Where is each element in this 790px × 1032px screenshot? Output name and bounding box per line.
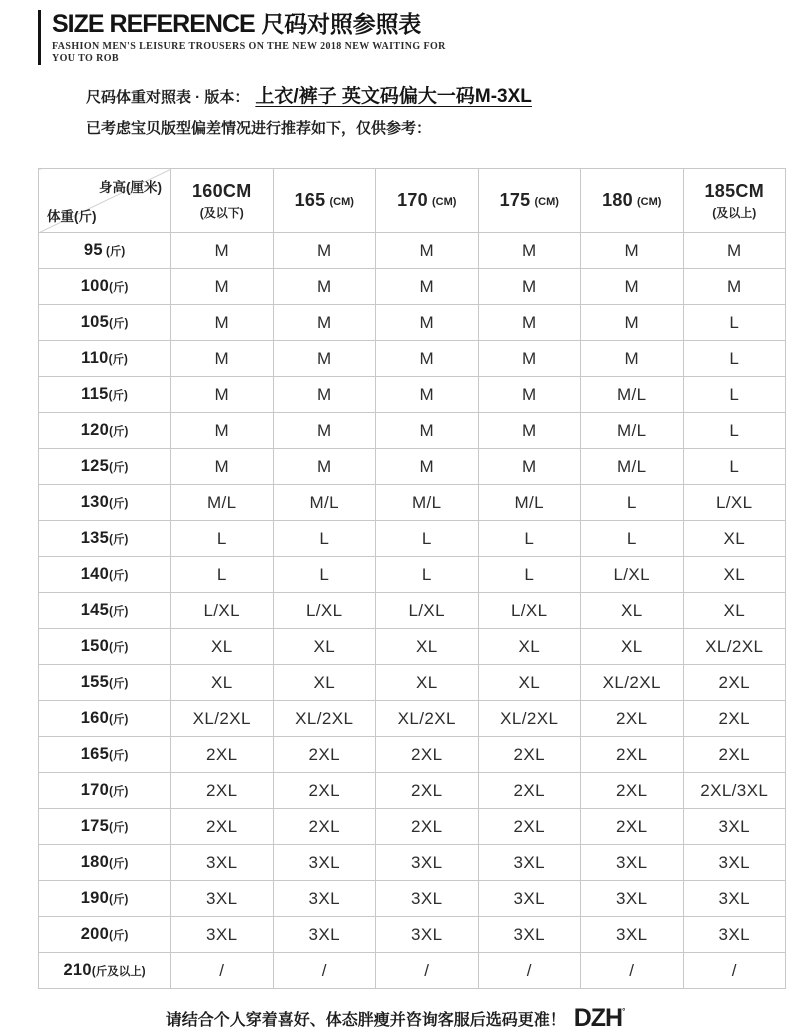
table-row — [39, 593, 786, 629]
size-cell: L — [376, 521, 479, 557]
size-cell: 2XL — [171, 737, 274, 773]
weight-row-header — [39, 845, 171, 881]
size-cell: 3XL — [273, 881, 376, 917]
size-cell: M/L — [581, 449, 684, 485]
size-cell: XL — [683, 557, 786, 593]
size-cell: 2XL — [683, 701, 786, 737]
weight-value: 170 — [80, 781, 110, 799]
weight-unit: (斤) — [109, 858, 129, 870]
weight-row-header — [39, 449, 171, 485]
size-cell: M — [683, 233, 786, 269]
page-header — [0, 0, 790, 138]
size-cell: XL — [376, 665, 479, 701]
version-line — [86, 81, 790, 108]
size-cell: L — [273, 557, 376, 593]
size-cell: / — [171, 953, 274, 989]
height-unit: (CM) — [432, 196, 457, 208]
weight-unit: (斤) — [109, 894, 129, 906]
weight-row-header — [39, 773, 171, 809]
weight-unit: (斤) — [109, 678, 129, 690]
size-cell: / — [683, 953, 786, 989]
table-row — [39, 233, 786, 269]
size-cell: M — [376, 377, 479, 413]
size-cell: XL — [273, 665, 376, 701]
size-cell: 2XL — [376, 737, 479, 773]
size-cell: M — [273, 449, 376, 485]
weight-row-header — [39, 305, 171, 341]
weight-unit: (斤) — [108, 354, 128, 366]
size-cell: M — [171, 341, 274, 377]
weight-value: 160 — [80, 709, 110, 727]
table-row — [39, 305, 786, 341]
size-cell: L/XL — [581, 557, 684, 593]
size-cell: M — [478, 341, 581, 377]
size-cell: 3XL — [683, 845, 786, 881]
size-cell: 3XL — [478, 845, 581, 881]
weight-value: 165 — [80, 745, 110, 763]
corner-cell — [39, 169, 171, 233]
height-unit: (CM) — [637, 196, 662, 208]
size-cell: 2XL — [376, 773, 479, 809]
size-cell: M — [478, 233, 581, 269]
size-cell: L — [171, 557, 274, 593]
size-cell: M — [273, 305, 376, 341]
size-cell: L — [683, 413, 786, 449]
corner-label-height: 身高(厘米) — [99, 180, 162, 195]
weight-row-header — [39, 269, 171, 305]
version-label: 尺码体重对照表 · 版本： — [86, 89, 250, 106]
size-cell: 2XL — [581, 701, 684, 737]
weight-unit: (斤) — [109, 282, 129, 294]
recommendation-note: 已考虑宝贝版型偏差情况进行推荐如下，仅供参考： — [86, 120, 432, 137]
size-cell: M — [171, 305, 274, 341]
size-cell: XL — [683, 521, 786, 557]
height-value: 165 — [294, 190, 326, 210]
size-cell: XL/2XL — [581, 665, 684, 701]
weight-value: 155 — [80, 673, 110, 691]
size-cell: L — [478, 521, 581, 557]
page-subtitle-line1: FASHION MEN'S LEISURE TROUSERS ON THE NEW 2018 NEW WAITING FOR — [52, 41, 446, 52]
weight-unit: (斤) — [109, 750, 129, 762]
table-row — [39, 845, 786, 881]
height-value: 175 — [499, 190, 531, 210]
weight-value: 100 — [80, 277, 110, 295]
size-cell: L/XL — [683, 485, 786, 521]
size-cell: 3XL — [376, 845, 479, 881]
weight-unit: (斤) — [109, 534, 129, 546]
table-row — [39, 557, 786, 593]
weight-row-header — [39, 881, 171, 917]
weight-value: 110 — [81, 349, 109, 367]
size-cell: L/XL — [273, 593, 376, 629]
corner-label-weight: 体重(斤) — [47, 209, 97, 224]
footer-note: 请结合个人穿着喜好、体态胖瘦并咨询客服后选码更准！ — [165, 1012, 566, 1029]
weight-row-header — [39, 413, 171, 449]
size-cell: 2XL — [581, 737, 684, 773]
size-cell: M — [376, 233, 479, 269]
height-column-header — [376, 169, 479, 233]
table-row — [39, 485, 786, 521]
table-row — [39, 521, 786, 557]
weight-unit: (斤) — [109, 462, 129, 474]
size-cell: 3XL — [171, 917, 274, 953]
size-cell: L — [171, 521, 274, 557]
weight-value: 125 — [80, 457, 110, 475]
size-cell: M — [273, 233, 376, 269]
size-cell: / — [478, 953, 581, 989]
size-cell: M — [171, 413, 274, 449]
size-cell: 3XL — [581, 845, 684, 881]
size-cell: XL/2XL — [376, 701, 479, 737]
table-row — [39, 809, 786, 845]
size-cell: XL/2XL — [683, 629, 786, 665]
weight-value: 145 — [80, 601, 110, 619]
weight-value: 140 — [80, 565, 110, 583]
weight-value: 135 — [80, 529, 110, 547]
size-cell: M — [581, 269, 684, 305]
table-row — [39, 737, 786, 773]
weight-row-header — [39, 233, 171, 269]
table-row — [39, 629, 786, 665]
weight-unit: (斤) — [109, 318, 129, 330]
size-cell: 2XL — [273, 809, 376, 845]
size-cell: M/L — [581, 377, 684, 413]
table-row — [39, 413, 786, 449]
footer-note-bar — [0, 1006, 790, 1031]
page-title-en: SIZE REFERENCE — [52, 10, 255, 38]
page-subtitle-line2: YOU TO ROB — [52, 53, 119, 64]
size-cell: M — [478, 413, 581, 449]
size-cell: M — [683, 269, 786, 305]
size-cell: XL — [478, 629, 581, 665]
size-cell: XL — [683, 593, 786, 629]
weight-unit: (斤) — [109, 498, 129, 510]
height-column-header — [581, 169, 684, 233]
size-cell: / — [376, 953, 479, 989]
table-row — [39, 269, 786, 305]
size-cell: 3XL — [683, 881, 786, 917]
weight-row-header — [39, 665, 171, 701]
size-cell: M/L — [376, 485, 479, 521]
size-cell: XL/2XL — [478, 701, 581, 737]
size-cell: L — [581, 485, 684, 521]
height-column-header — [683, 169, 786, 233]
weight-value: 115 — [81, 385, 109, 403]
size-cell: L — [683, 449, 786, 485]
size-cell: 2XL — [171, 773, 274, 809]
weight-value: 120 — [80, 421, 110, 439]
size-cell: L/XL — [376, 593, 479, 629]
size-cell: 3XL — [376, 917, 479, 953]
size-cell: XL/2XL — [171, 701, 274, 737]
height-unit: (CM) — [534, 196, 559, 208]
table-row — [39, 665, 786, 701]
size-cell: 2XL — [478, 737, 581, 773]
size-cell: L — [376, 557, 479, 593]
size-cell: 3XL — [273, 845, 376, 881]
weight-unit: (斤) — [109, 606, 129, 618]
size-cell: 2XL — [273, 773, 376, 809]
size-cell: XL — [376, 629, 479, 665]
height-unit: (及以上) — [712, 205, 757, 220]
size-cell: M — [273, 269, 376, 305]
weight-unit: (斤) — [108, 390, 128, 402]
size-cell: M — [171, 449, 274, 485]
weight-row-header — [39, 701, 171, 737]
title-block — [38, 10, 790, 65]
size-cell: 2XL/3XL — [683, 773, 786, 809]
size-cell: 2XL — [581, 809, 684, 845]
weight-row-header — [39, 593, 171, 629]
size-cell: 3XL — [273, 917, 376, 953]
size-cell: 2XL — [171, 809, 274, 845]
weight-unit: (斤) — [109, 822, 129, 834]
weight-row-header — [39, 377, 171, 413]
size-table — [38, 168, 786, 989]
size-cell: XL — [273, 629, 376, 665]
size-cell: L — [273, 521, 376, 557]
height-column-header — [478, 169, 581, 233]
size-cell: M/L — [273, 485, 376, 521]
weight-value: 130 — [80, 493, 110, 511]
size-cell: 2XL — [273, 737, 376, 773]
size-cell: L — [683, 377, 786, 413]
table-row — [39, 341, 786, 377]
size-cell: L/XL — [478, 593, 581, 629]
size-cell: 3XL — [683, 917, 786, 953]
size-cell: XL — [581, 593, 684, 629]
weight-value: 175 — [80, 817, 110, 835]
weight-value: 210 — [63, 961, 92, 979]
size-cell: M — [478, 269, 581, 305]
height-value: 160CM — [191, 180, 252, 201]
size-cell: L — [683, 341, 786, 377]
size-cell: M/L — [478, 485, 581, 521]
size-cell: M — [581, 341, 684, 377]
title-accent-bar — [38, 10, 41, 65]
size-cell: M — [273, 341, 376, 377]
size-cell: 3XL — [171, 881, 274, 917]
size-cell: XL — [171, 629, 274, 665]
height-column-header — [171, 169, 274, 233]
size-cell: 3XL — [683, 809, 786, 845]
weight-row-header — [39, 953, 171, 989]
version-value: 上衣/裤子 英文码偏大一码M-3XL — [255, 86, 532, 107]
size-cell: M — [581, 233, 684, 269]
size-cell: L — [581, 521, 684, 557]
weight-row-header — [39, 917, 171, 953]
size-cell: M — [376, 341, 479, 377]
size-cell: M — [478, 449, 581, 485]
size-cell: M — [376, 449, 479, 485]
size-cell: 2XL — [683, 737, 786, 773]
weight-row-header — [39, 521, 171, 557]
size-cell: 3XL — [376, 881, 479, 917]
height-value: 180 — [602, 190, 633, 210]
table-row — [39, 701, 786, 737]
weight-row-header — [39, 629, 171, 665]
size-cell: 2XL — [478, 773, 581, 809]
table-row — [39, 773, 786, 809]
weight-unit: (斤及以上) — [91, 966, 146, 978]
weight-value: 190 — [80, 889, 110, 907]
weight-unit: (斤) — [109, 570, 129, 582]
size-cell: XL/2XL — [273, 701, 376, 737]
size-cell: 2XL — [376, 809, 479, 845]
size-cell: / — [273, 953, 376, 989]
weight-value: 105 — [80, 313, 110, 331]
weight-row-header — [39, 485, 171, 521]
weight-unit: (斤) — [109, 642, 129, 654]
page-title-cn: 尺码对照参照表 — [261, 11, 422, 37]
size-cell: 3XL — [581, 881, 684, 917]
table-row — [39, 377, 786, 413]
size-table-body — [39, 233, 786, 989]
size-cell: 3XL — [478, 881, 581, 917]
size-cell: M — [478, 377, 581, 413]
size-cell: M — [581, 305, 684, 341]
size-cell: M — [171, 377, 274, 413]
weight-unit: (斤) — [109, 786, 129, 798]
table-row — [39, 917, 786, 953]
height-unit: (CM) — [329, 196, 354, 208]
size-cell: 3XL — [478, 917, 581, 953]
size-cell: M — [376, 413, 479, 449]
size-cell: M — [478, 305, 581, 341]
brand-trademark: ° — [622, 1007, 625, 1016]
weight-unit: (斤) — [102, 246, 126, 258]
brand-logo: DZH° — [573, 1004, 625, 1032]
size-cell: M/L — [171, 485, 274, 521]
table-header-row — [39, 169, 786, 233]
weight-unit: (斤) — [109, 930, 129, 942]
size-cell: L/XL — [171, 593, 274, 629]
size-cell: XL — [581, 629, 684, 665]
weight-row-header — [39, 341, 171, 377]
size-cell: 2XL — [478, 809, 581, 845]
height-value: 185CM — [704, 180, 765, 201]
weight-value: 95 — [83, 241, 103, 259]
size-cell: L — [478, 557, 581, 593]
weight-value: 150 — [80, 637, 110, 655]
size-cell: / — [581, 953, 684, 989]
height-value: 170 — [397, 190, 428, 210]
size-cell: M/L — [581, 413, 684, 449]
height-column-header — [273, 169, 376, 233]
size-cell: 2XL — [683, 665, 786, 701]
weight-value: 200 — [80, 925, 110, 943]
size-cell: 2XL — [581, 773, 684, 809]
size-cell: M — [273, 413, 376, 449]
size-cell: M — [171, 269, 274, 305]
size-cell: M — [171, 233, 274, 269]
weight-unit: (斤) — [109, 426, 129, 438]
weight-row-header — [39, 737, 171, 773]
weight-row-header — [39, 809, 171, 845]
table-row — [39, 881, 786, 917]
size-cell: 3XL — [581, 917, 684, 953]
size-cell: M — [273, 377, 376, 413]
weight-unit: (斤) — [109, 714, 129, 726]
size-cell: XL — [478, 665, 581, 701]
weight-value: 180 — [80, 853, 110, 871]
page-title — [52, 10, 446, 38]
table-row — [39, 449, 786, 485]
size-cell: M — [376, 305, 479, 341]
page-subtitle — [52, 41, 446, 65]
size-cell: XL — [171, 665, 274, 701]
height-unit: (及以下) — [199, 205, 244, 220]
size-cell: M — [376, 269, 479, 305]
weight-row-header — [39, 557, 171, 593]
size-cell: L — [683, 305, 786, 341]
table-row — [39, 953, 786, 989]
size-cell: 3XL — [171, 845, 274, 881]
